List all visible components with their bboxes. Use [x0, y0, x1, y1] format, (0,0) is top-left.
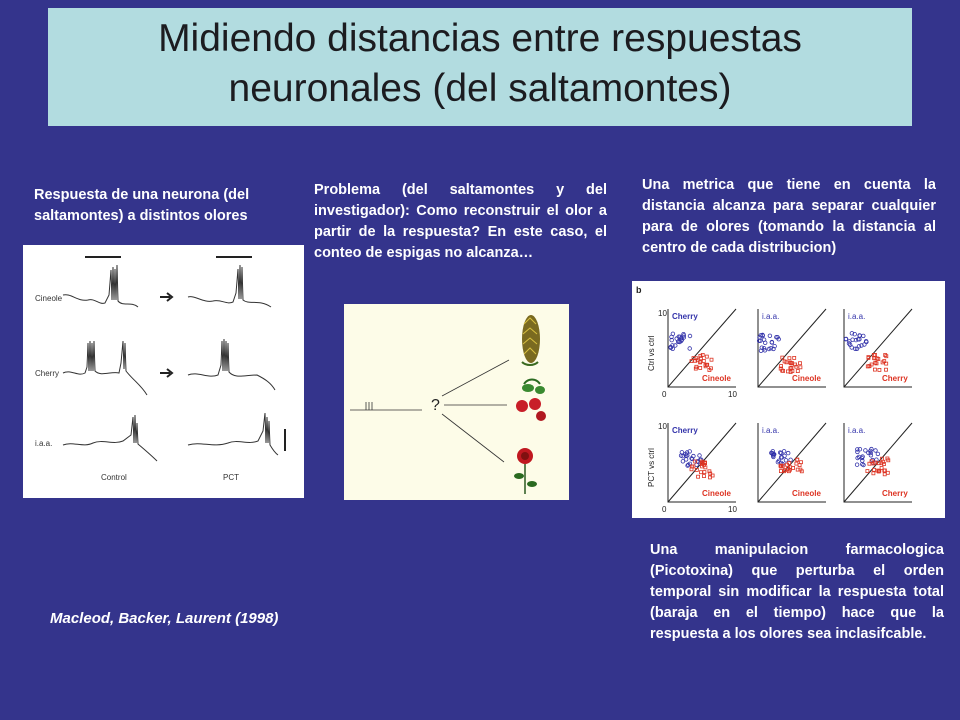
plot-label-bottom: Cineole: [792, 374, 821, 383]
scatter-point-b: [872, 472, 875, 475]
trace-iaa-pct: [188, 413, 278, 455]
plot-label-bottom: Cherry: [882, 374, 908, 383]
scatter-plot-r1c2: [757, 309, 826, 387]
scatter-plot-r2c1: [668, 423, 736, 502]
tick-10-row1: 10: [658, 309, 667, 318]
row-label-iaa: i.a.a.: [35, 439, 53, 448]
trace-cherry-pct: [188, 339, 275, 390]
scatter-point-b: [697, 475, 700, 478]
slide-title-line-2: neuronales (del saltamontes): [228, 67, 732, 110]
scatter-point-a: [874, 449, 878, 453]
scatter-point-a: [876, 452, 880, 456]
scatter-point-a: [856, 448, 860, 452]
col-label-pct: PCT: [223, 473, 239, 482]
scatter-figure: [632, 281, 945, 518]
scatter-point-b: [796, 370, 799, 373]
scatter-point-b: [700, 471, 703, 474]
scatter-point-a: [855, 463, 859, 467]
scatter-point-b: [799, 366, 802, 369]
neuron-response-figure: [23, 245, 304, 498]
scatter-point-a: [695, 463, 699, 467]
scatter-point-b: [703, 475, 706, 478]
citation: Macleod, Backer, Laurent (1998): [50, 610, 279, 627]
trace-cineole-control: [63, 265, 138, 307]
scatter-point-b: [788, 357, 791, 360]
scatter-point-b: [779, 470, 782, 473]
scatter-point-b: [795, 462, 798, 465]
trace-iaa-control: [63, 415, 157, 461]
scatter-point-a: [688, 347, 692, 351]
scatter-point-b: [885, 368, 888, 371]
scatter-point-b: [799, 362, 802, 365]
left-caption: Respuesta de una neurona (del saltamontes) a distintos olores: [34, 187, 250, 224]
arrow-to-flower: [442, 414, 504, 462]
slide-title-line-1: Midiendo distancias entre respuestas: [158, 17, 802, 60]
plot-label-top: i.a.a.: [848, 426, 866, 435]
question-mark: ?: [431, 397, 440, 414]
scatter-point-b: [699, 366, 702, 369]
scatter-point-b: [705, 355, 708, 358]
scatter-point-a: [786, 451, 790, 455]
scatter-point-b: [710, 358, 713, 361]
scatter-point-b: [793, 356, 796, 359]
scatter-plot-r1c1: [668, 309, 736, 387]
scatter-plot-r2c2: [758, 423, 826, 502]
neuron-traces-svg: [23, 245, 304, 498]
plot-label-bottom: Cherry: [882, 489, 908, 498]
plot-label-bottom: Cineole: [702, 489, 731, 498]
row-label-cineole: Cineole: [35, 294, 63, 303]
plot-label-bottom: Cineole: [702, 374, 731, 383]
scatter-point-b: [703, 471, 706, 474]
plot-label-bottom: Cineole: [792, 489, 821, 498]
tick-10-row2: 10: [658, 422, 667, 431]
row-axis-label-pct: PCT vs ctrl: [647, 448, 656, 487]
scatter-point-a: [671, 332, 675, 336]
trace-cherry-control: [63, 341, 147, 395]
slide-title: [48, 14, 912, 114]
middle-problem-text: Problema (del saltamontes y del investigador): Como reconstruir el olor a partir de la respuesta? En este caso, el conteo de espigas no alcanza…: [314, 182, 607, 261]
plot-label-top: Cherry: [672, 426, 698, 435]
trace-cineole-pct: [188, 265, 271, 307]
odor-reconstruction-figure: [344, 304, 569, 500]
odor-reconstruction-svg: [344, 304, 569, 500]
arrow-to-corn: [442, 360, 509, 396]
plot-label-top: i.a.a.: [762, 426, 780, 435]
corn-icon: [522, 315, 540, 365]
scatter-point-b: [883, 473, 886, 476]
arrow-row-2: [160, 369, 172, 377]
col-label-control: Control: [101, 473, 127, 482]
scatter-point-a: [688, 334, 692, 338]
scatter-point-a: [789, 458, 793, 462]
arrow-row-1: [160, 293, 172, 301]
scatter-point-a: [698, 454, 702, 458]
scatter-point-b: [878, 368, 881, 371]
scatter-point-b: [873, 368, 876, 371]
scatter-point-b: [866, 470, 869, 473]
rose-icon: [514, 448, 537, 494]
plot-label-top: i.a.a.: [762, 312, 780, 321]
tick-0-row2-x: 0: [662, 505, 667, 514]
tick-0-row1-x: 0: [662, 390, 667, 399]
tick-10-row1-x: 10: [728, 390, 737, 399]
cherry-icon: [516, 380, 546, 422]
plot-label-top: i.a.a.: [848, 312, 866, 321]
scatter-point-a: [869, 454, 873, 458]
panel-letter: b: [636, 285, 642, 295]
row-axis-label-ctrl: Ctrl vs ctrl: [647, 335, 656, 371]
row-label-cherry: Cherry: [35, 369, 60, 378]
scatter-plot-r1c3: [844, 309, 912, 387]
right-pharmacology-text: Una manipulacion farmacologica (Picotoxina) que perturba el orden temporal sin modificar la respuesta total (baraja en el tiempo) hace que la respuesta a los olores sea inclasifcable.: [650, 542, 944, 642]
scatter-point-a: [784, 459, 788, 463]
scatter-point-a: [681, 460, 685, 464]
scatter-plot-r2c3: [844, 423, 912, 502]
scatter-plots-svg: [632, 281, 945, 518]
plot-label-top: Cherry: [672, 312, 698, 321]
right-metric-text: Una metrica que tiene en cuenta la distancia alcanza para separar cualquier para de olores (tomando la distancia al centro de cada distribucion): [642, 177, 936, 256]
scatter-point-a: [768, 334, 772, 338]
tick-10-row2-x: 10: [728, 505, 737, 514]
